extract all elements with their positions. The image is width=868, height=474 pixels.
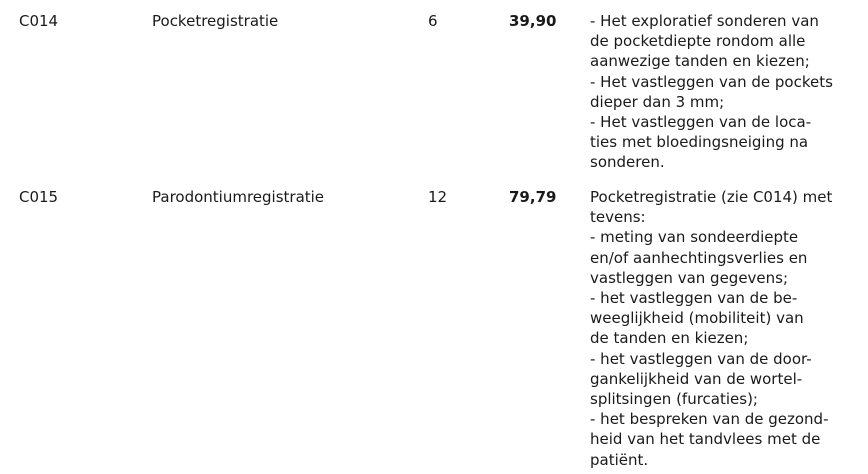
note-line: patiënt. xyxy=(590,450,649,469)
note-line: Pocketregistratie (zie C014) met xyxy=(590,188,833,206)
note-line: weeglijkheid (mobiliteit) van xyxy=(590,309,804,328)
note-line: en/of aanhechtingsverlies en xyxy=(590,248,808,267)
note-item xyxy=(590,349,860,410)
tariff-points: 6 xyxy=(428,12,438,30)
note-line: - Het exploratief sonderen van xyxy=(590,12,819,30)
tariff-notes xyxy=(590,11,860,173)
tariff-price: 39,90 xyxy=(509,12,557,30)
note-item xyxy=(590,72,860,112)
tariff-description: Pocketregistratie xyxy=(152,12,279,30)
note-intro xyxy=(590,187,860,227)
note-line: splitsingen (furcaties); xyxy=(590,390,758,409)
note-line: - Het vastleggen van de loca- xyxy=(590,113,812,132)
tariff-price: 79,79 xyxy=(509,188,557,206)
note-line: vastleggen van gegevens; xyxy=(590,268,789,287)
note-line: - het vastleggen van de door- xyxy=(590,349,812,368)
note-line: tevens: xyxy=(590,208,646,227)
tariff-notes xyxy=(590,187,860,470)
note-item xyxy=(590,409,860,470)
note-line: - Het vastleggen van de pockets xyxy=(590,72,833,91)
tariff-description: Parodontiumregistratie xyxy=(152,188,325,206)
note-line: de tanden en kiezen; xyxy=(590,329,749,348)
tariff-points: 12 xyxy=(428,188,448,206)
note-line: - het vastleggen van de be- xyxy=(590,289,798,308)
tariff-code: C014 xyxy=(19,12,59,30)
note-line: de pocketdiepte rondom alle xyxy=(590,32,806,51)
note-line: aanwezige tanden en kiezen; xyxy=(590,52,810,71)
tariff-code: C015 xyxy=(19,188,59,206)
note-line: dieper dan 3 mm; xyxy=(590,92,725,111)
note-line: ties met bloedingsneiging na xyxy=(590,133,809,152)
note-line: - het bespreken van de gezond- xyxy=(590,410,829,429)
note-item xyxy=(590,288,860,349)
note-item xyxy=(590,112,860,173)
note-line: - meting van sondeerdiepte xyxy=(590,228,799,247)
note-line: sonderen. xyxy=(590,153,665,172)
note-line: heid van het tandvlees met de xyxy=(590,430,821,449)
note-line: gankelijkheid van de wortel- xyxy=(590,369,803,388)
note-item xyxy=(590,227,860,288)
note-item xyxy=(590,11,860,72)
